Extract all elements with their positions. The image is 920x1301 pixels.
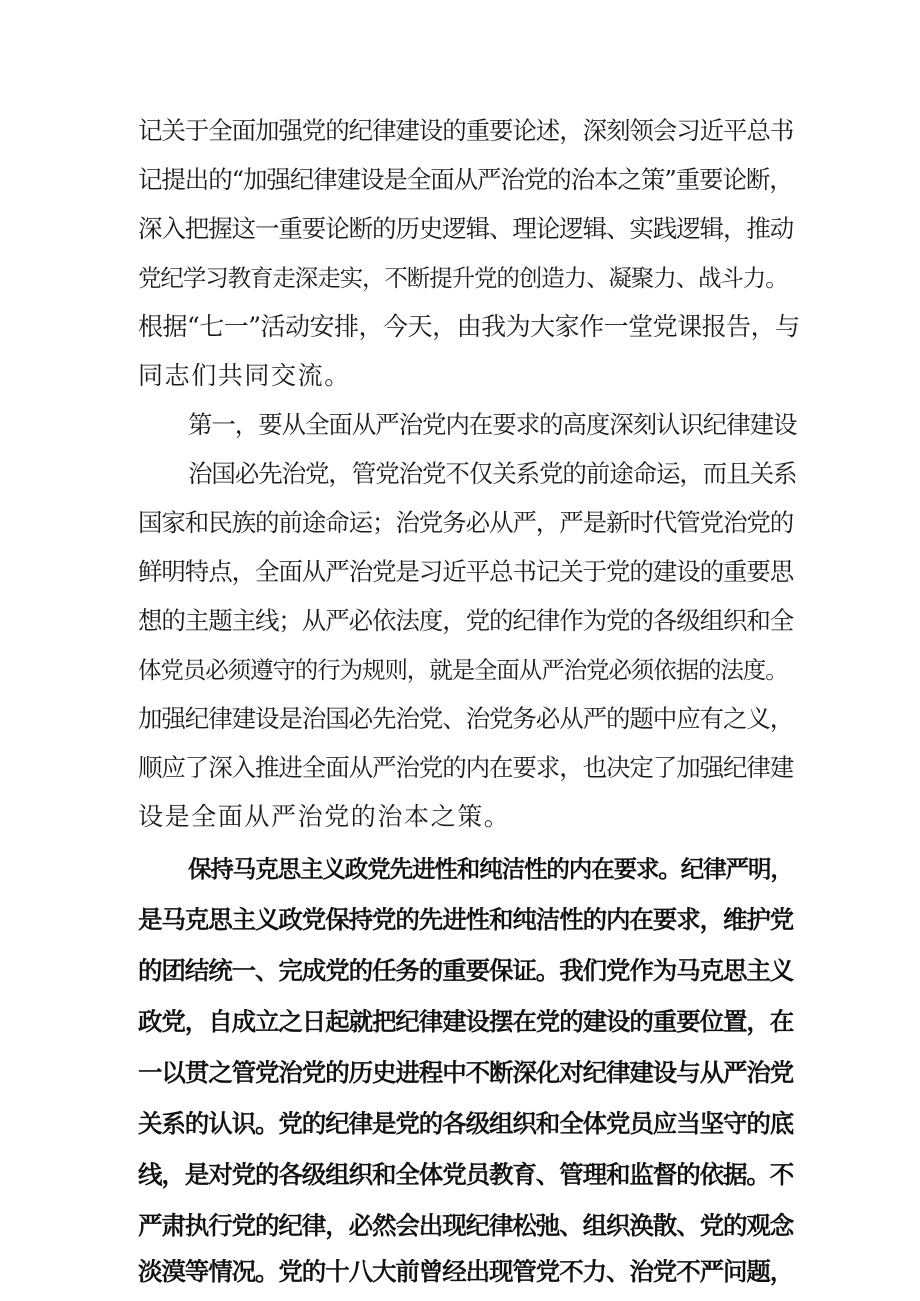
body-line: 政党，自成立之日起就把纪律建设摆在党的建设的重要位置，在 [138, 1007, 794, 1036]
section-line: 治国必先治党，管党治党不仅关系党的前途命运，而且关系 [188, 459, 797, 488]
intro-line: 深入把握这一重要论断的历史逻辑、理论逻辑、实践逻辑，推动 [138, 214, 794, 243]
body-line: 关系的认识。党的纪律是党的各级组织和全体党员应当坚守的底 [138, 1109, 794, 1138]
section-line: 体党员必须遵守的行为规则，就是全面从严治党必须依据的法度。 [138, 656, 788, 684]
body-line: 一以贯之管党治党的历史进程中不断深化对纪律建设与从严治党 [138, 1058, 794, 1087]
section-heading: 第一，要从全面从严治党内在要求的高度深刻认识纪律建设 [188, 410, 797, 439]
body-line: 的团结统一、完成党的任务的重要保证。我们党作为马克思主义 [138, 956, 794, 985]
intro-line: 根据“七一”活动安排，今天，由我为大家作一堂党课报告，与 [138, 312, 800, 341]
section-line: 想的主题主线；从严必依法度，党的纪律作为党的各级组织和全 [138, 606, 794, 635]
body-line: 线，是对党的各级组织和全体党员教育、管理和监督的依据。不 [138, 1160, 794, 1189]
intro-line: 党纪学习教育走深走实，不断提升党的创造力、凝聚力、战斗力。 [138, 264, 788, 292]
section-line: 加强纪律建设是治国必先治党、治党务必从严的题中应有之义， [138, 704, 794, 733]
section-line: 鲜明特点，全面从严治党是习近平总书记关于党的建设的重要思 [138, 557, 794, 586]
section-line: 国家和民族的前途命运；治党务必从严，严是新时代管党治党的 [138, 508, 794, 537]
body-line: 是马克思主义政党保持党的先进性和纯洁性的内在要求，维护党 [138, 905, 794, 934]
section-line: 设是全面从严治党的治本之策。 [138, 802, 511, 831]
body-line: 淡漠等情况。党的十八大前曾经出现管党不力、治党不严问题， [138, 1257, 794, 1286]
section-line: 顺应了深入推进全面从严治党的内在要求，也决定了加强纪律建 [138, 753, 794, 782]
body-line: 保持马克思主义政党先进性和纯洁性的内在要求。纪律严明， [188, 855, 793, 883]
intro-line: 记关于全面加强党的纪律建设的重要论述，深刻领会习近平总书 [138, 116, 794, 145]
intro-line: 同志们共同交流。 [138, 361, 351, 390]
intro-line: 记提出的“加强纪律建设是全面从严治党的治本之策”重要论断， [138, 165, 793, 194]
body-line: 严肃执行党的纪律，必然会出现纪律松弛、组织涣散、党的观念 [138, 1211, 794, 1240]
